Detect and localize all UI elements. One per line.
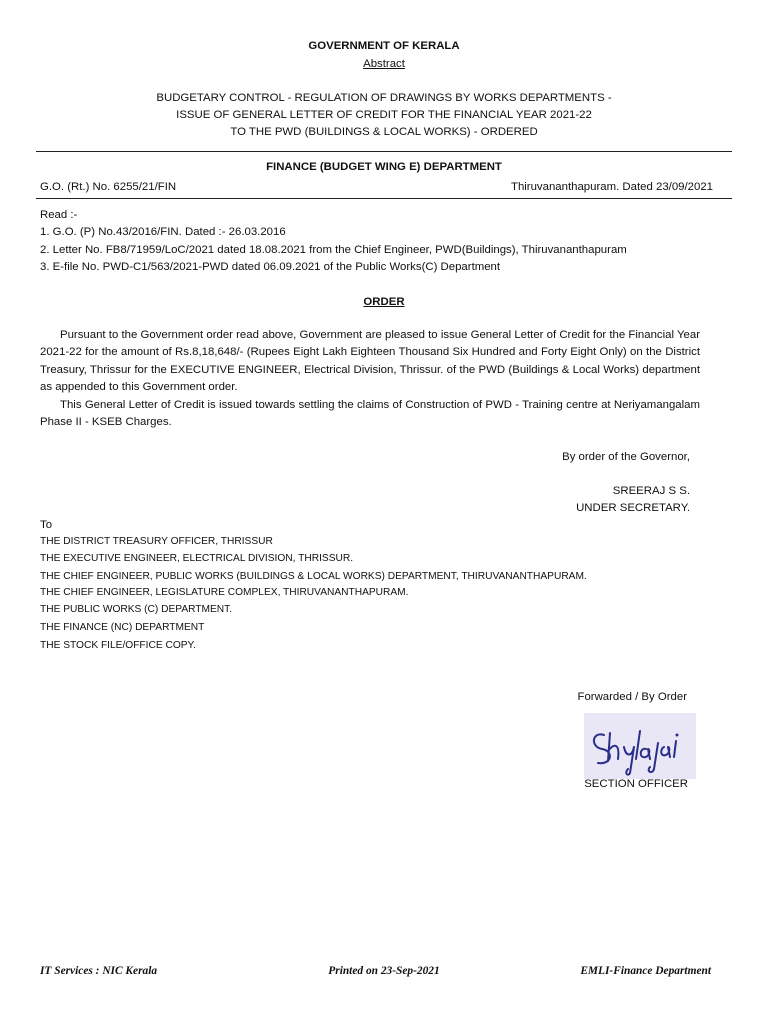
recipient-1: THE DISTRICT TREASURY OFFICER, THRISSUR [40, 536, 273, 547]
footer-right: EMLI-Finance Department [580, 965, 711, 977]
recipient-7: THE STOCK FILE/OFFICE COPY. [40, 640, 196, 651]
subject-line-2: ISSUE OF GENERAL LETTER OF CREDIT FOR THE FINANCIAL YEAR 2021-22 [176, 109, 592, 121]
section-officer-label: SECTION OFFICER [584, 778, 688, 790]
recipient-4: THE CHIEF ENGINEER, LEGISLATURE COMPLEX, THIRUVANANTHAPURAM. [40, 587, 409, 598]
signature-stamp [584, 713, 696, 779]
signatory-name: SREERAJ S S. [612, 485, 690, 497]
subject-line-3: TO THE PWD (BUILDINGS & LOCAL WORKS) - ORDERED [230, 126, 538, 138]
abstract-label: Abstract [363, 58, 405, 70]
order-paragraph-2: This General Letter of Credit is issued towards settling the claims of Construction of PWD - Training centre at Neriyamangalam Phase II - KSEB Charges. [40, 399, 700, 429]
to-label: To [40, 519, 53, 531]
footer-left: IT Services : NIC Kerala [40, 965, 158, 977]
recipient-6: THE FINANCE (NC) DEPARTMENT [40, 622, 205, 633]
place-date: Thiruvananthapuram. Dated 23/09/2021 [510, 181, 713, 193]
recipient-5: THE PUBLIC WORKS (C) DEPARTMENT. [40, 604, 233, 615]
footer-center: Printed on 23-Sep-2021 [328, 965, 440, 977]
government-title: GOVERNMENT OF KERALA [308, 40, 460, 52]
by-order-text: By order of the Governor, [562, 451, 690, 463]
read-label: Read :- [40, 209, 78, 221]
read-item-3: 3. E-file No. PWD-C1/563/2021-PWD dated 06.09.2021 of the Public Works(C) Department [40, 261, 501, 273]
order-paragraph-1: Pursuant to the Government order read above, Government are pleased to issue General Letter of Credit for the Financial Year 2021-22 for the amount of Rs.8,18,648/- (Rupees Eight Lakh Eighteen Thousand Six Hundred and Forty Eight Only) on the District Treasury, Thrissur for the EXECUTIVE ENGINEER, Electrical Division, Thrissur. of the PWD (Buildings & Local Works) department as appended to this Government order. [40, 329, 700, 394]
signatory-designation: UNDER SECRETARY. [576, 502, 690, 514]
handwritten-signature [584, 713, 696, 779]
order-heading: ORDER [363, 296, 405, 308]
read-item-1: 1. G.O. (P) No.43/2016/FIN. Dated :- 26.03.2016 [40, 226, 286, 238]
read-item-2: 2. Letter No. FB8/71959/LoC/2021 dated 18.08.2021 from the Chief Engineer, PWD(Buildings), Thiruvananthapuram [40, 244, 627, 256]
department-title: FINANCE (BUDGET WING E) DEPARTMENT [266, 161, 502, 173]
subject-line-1: BUDGETARY CONTROL - REGULATION OF DRAWINGS BY WORKS DEPARTMENTS - [156, 92, 612, 104]
top-divider [36, 151, 732, 152]
header-divider [36, 198, 732, 199]
recipient-2: THE EXECUTIVE ENGINEER, ELECTRICAL DIVISION, THRISSUR. [40, 553, 354, 564]
recipient-3: THE CHIEF ENGINEER, PUBLIC WORKS (BUILDINGS & LOCAL WORKS) DEPARTMENT, THIRUVANANTHAPURAM. [40, 571, 587, 582]
go-number: G.O. (Rt.) No. 6255/21/FIN [40, 181, 177, 193]
forwarded-label: Forwarded / By Order [577, 691, 687, 703]
